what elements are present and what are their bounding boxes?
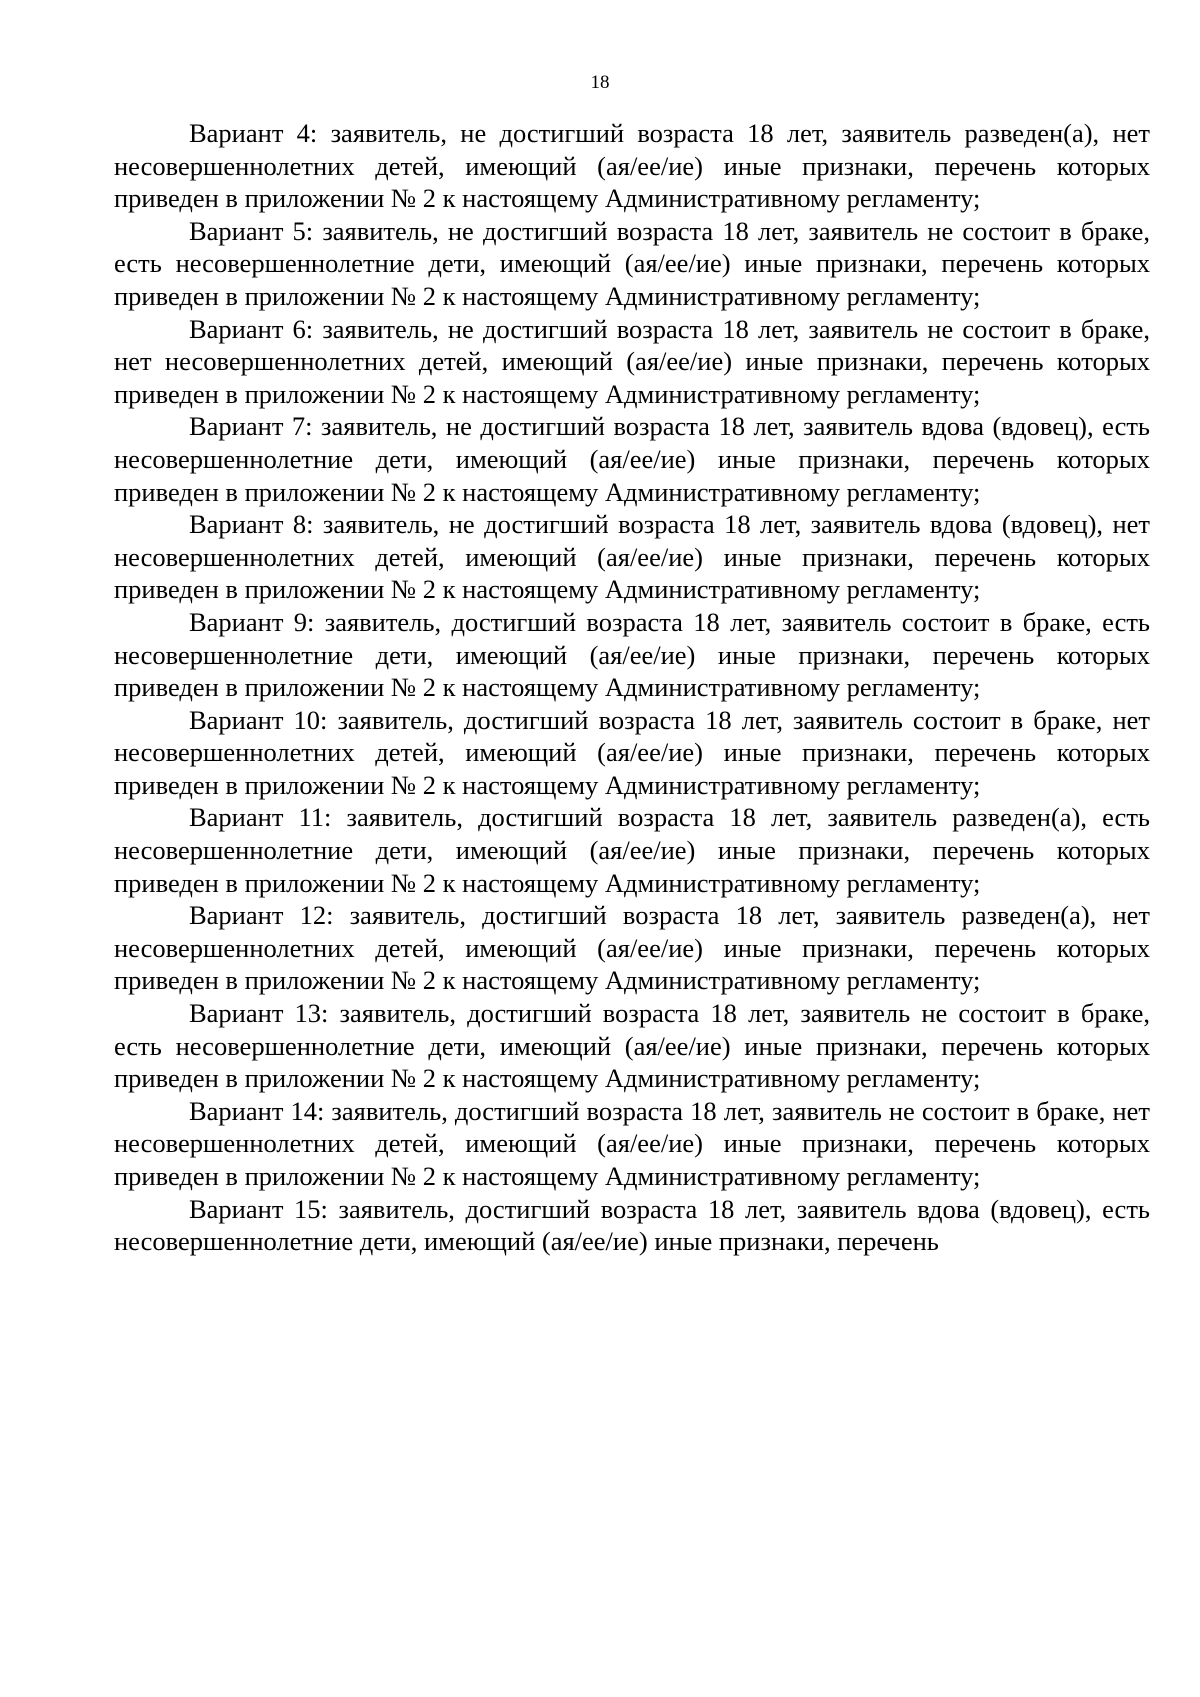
paragraph-variant-10: Вариант 10: заявитель, достигший возраста 18 лет, заявитель состоит в браке, нет несовершеннолетних детей, имеющий (ая/ее/ие) иные признаки, перечень которых приведен в приложении № 2 к настоящему Административному регламенту;: [114, 704, 1150, 800]
paragraph-variant-5: Вариант 5: заявитель, не достигший возраста 18 лет, заявитель не состоит в браке, есть несовершеннолетние дети, имеющий (ая/ее/ие) иные признаки, перечень которых приведен в приложении № 2 к настоящему Административному регламенту;: [114, 215, 1150, 311]
paragraph-variant-13: Вариант 13: заявитель, достигший возраста 18 лет, заявитель не состоит в браке, есть несовершеннолетние дети, имеющий (ая/ее/ие) иные признаки, перечень которых приведен в приложении № 2 к настоящему Административному регламенту;: [114, 998, 1150, 1094]
paragraph-variant-12: Вариант 12: заявитель, достигший возраста 18 лет, заявитель разведен(а), нет несовершеннолетних детей, имеющий (ая/ее/ие) иные признаки, перечень которых приведен в приложении № 2 к настоящему Административному регламенту;: [114, 900, 1150, 996]
paragraph-variant-7: Вариант 7: заявитель, не достигший возраста 18 лет, заявитель вдова (вдовец), есть несовершеннолетние дети, имеющий (ая/ее/ие) иные признаки, перечень которых приведен в приложении № 2 к настоящему Административному регламенту;: [114, 411, 1150, 507]
paragraph-variant-4: Вариант 4: заявитель, не достигший возраста 18 лет, заявитель разведен(а), нет несовершеннолетних детей, имеющий (ая/ее/ие) иные признаки, перечень которых приведен в приложении № 2 к настоящему Административному регламенту;: [114, 118, 1150, 214]
paragraph-variant-11: Вариант 11: заявитель, достигший возраста 18 лет, заявитель разведен(а), есть несовершеннолетние дети, имеющий (ая/ее/ие) иные признаки, перечень которых приведен в приложении № 2 к настоящему Административному регламенту;: [114, 802, 1150, 898]
paragraph-variant-9: Вариант 9: заявитель, достигший возраста 18 лет, заявитель состоит в браке, есть несовершеннолетние дети, имеющий (ая/ее/ие) иные признаки, перечень которых приведен в приложении № 2 к настоящему Административному регламенту;: [114, 606, 1150, 703]
paragraph-variant-6: Вариант 6: заявитель, не достигший возраста 18 лет, заявитель не состоит в браке, нет несовершеннолетних детей, имеющий (ая/ее/ие) иные признаки, перечень которых приведен в приложении № 2 к настоящему Административному регламенту;: [114, 313, 1150, 409]
paragraph-variant-15: Вариант 15: заявитель, достигший возраста 18 лет, заявитель вдова (вдовец), есть несовершеннолетние дети, имеющий (ая/ее/ие) иные признаки, перечень: [114, 1193, 1150, 1257]
page-number: 18: [590, 72, 610, 93]
paragraph-variant-14: Вариант 14: заявитель, достигший возраста 18 лет, заявитель не состоит в браке, нет несовершеннолетних детей, имеющий (ая/ее/ие) иные признаки, перечень которых приведен в приложении № 2 к настоящему Административному регламенту;: [114, 1095, 1150, 1191]
document-body: [114, 117, 1150, 1258]
paragraph-variant-8: Вариант 8: заявитель, не достигший возраста 18 лет, заявитель вдова (вдовец), нет несовершеннолетних детей, имеющий (ая/ее/ие) иные признаки, перечень которых приведен в приложении № 2 к настоящему Административному регламенту;: [114, 509, 1150, 605]
